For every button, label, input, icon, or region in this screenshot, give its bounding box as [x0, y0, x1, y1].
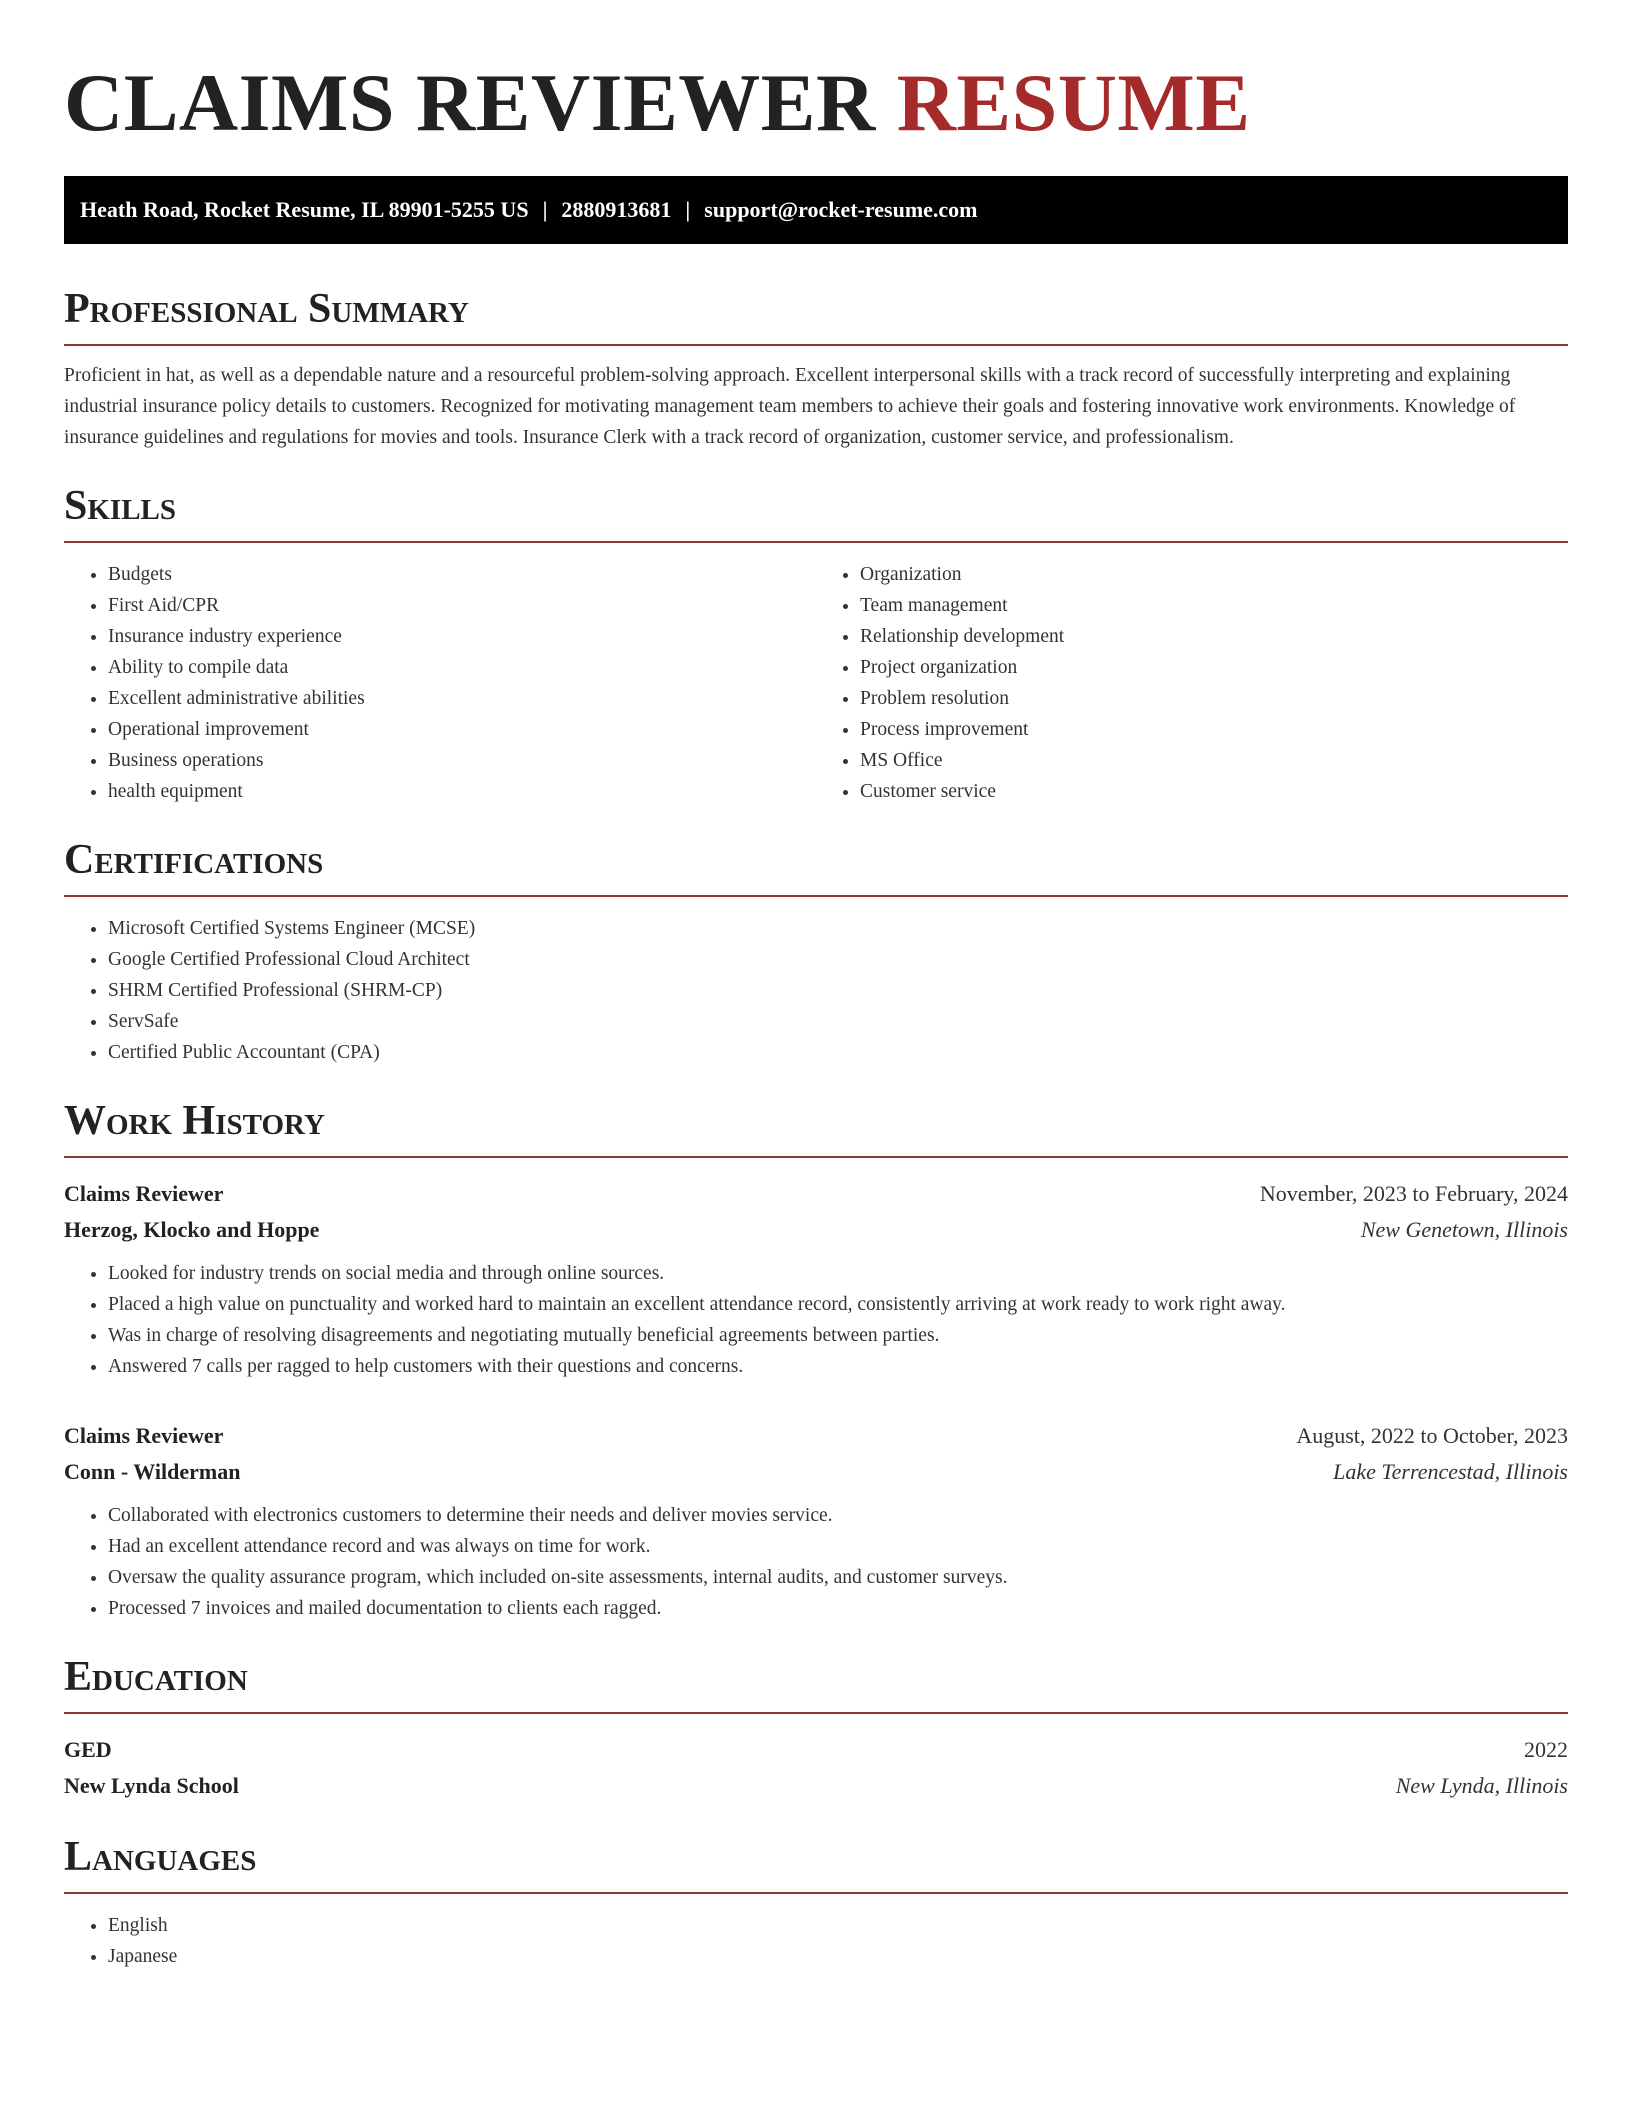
skills-section — [64, 481, 1568, 807]
skill-item: • Business operations — [108, 745, 816, 776]
job-bullet: • Oversaw the quality assurance program, which included on-site assessments, internal audits, and customer surveys. — [108, 1562, 1568, 1593]
education-entry — [64, 1732, 1568, 1804]
job-bullet: • Was in charge of resolving disagreements and negotiating mutually beneficial agreements between parties. — [108, 1320, 1568, 1351]
skill-item: • Ability to compile data — [108, 652, 816, 683]
skills-left-list — [64, 559, 816, 807]
job-location: Lake Terrencestad, Illinois — [1333, 1459, 1568, 1484]
languages-section — [64, 1832, 1568, 1972]
work-history-heading: Work History — [64, 1096, 1568, 1158]
skills-grid — [64, 559, 1568, 807]
job-title: Claims Reviewer — [64, 1181, 224, 1206]
skill-item: • MS Office — [860, 745, 1568, 776]
job-bullet: • Processed 7 invoices and mailed documentation to clients each ragged. — [108, 1593, 1568, 1624]
education-heading: Education — [64, 1652, 1568, 1714]
job-dates: August, 2022 to October, 2023 — [1296, 1423, 1568, 1448]
education-location: New Lynda, Illinois — [1395, 1773, 1568, 1798]
job-bullet: • Collaborated with electronics customers to determine their needs and deliver movies service. — [108, 1500, 1568, 1531]
job-entry — [64, 1176, 1568, 1382]
education-section — [64, 1652, 1568, 1804]
skill-item: • Process improvement — [860, 714, 1568, 745]
certifications-list — [64, 913, 1568, 1068]
skill-item: • Problem resolution — [860, 683, 1568, 714]
contact-separator: | — [542, 197, 548, 222]
summary-text: Proficient in hat, as well as a dependable nature and a resourceful problem-solving approach. Excellent interpersonal skills with a track record of successfully interpreting and explaining industrial insurance policy details to customers. Recognized for motivating management team members to achieve their goals and fostering innovative work environments. Knowledge of insurance guidelines and regulations for movies and tools. Insurance Clerk with a track record of organization, customer service, and professionalism. — [64, 365, 1516, 448]
skill-item: • Excellent administrative abilities — [108, 683, 816, 714]
title-accent: RESUME — [896, 57, 1251, 148]
language-item: • English — [108, 1910, 1568, 1941]
job-bullets — [64, 1258, 1568, 1382]
skill-item: • Team management — [860, 590, 1568, 621]
education-year: 2022 — [1524, 1737, 1568, 1762]
education-school: New Lynda School — [64, 1773, 239, 1798]
education-school-row — [64, 1768, 1568, 1804]
job-bullet: • Had an excellent attendance record and was always on time for work. — [108, 1531, 1568, 1562]
job-bullets — [64, 1500, 1568, 1624]
skill-item: • Project organization — [860, 652, 1568, 683]
job-title-row — [64, 1418, 1568, 1454]
job-bullet: • Placed a high value on punctuality and worked hard to maintain an excellent attendance record, consistently arriving at work ready to work right away. — [108, 1289, 1568, 1320]
job-bullet: • Answered 7 calls per ragged to help customers with their questions and concerns. — [108, 1351, 1568, 1382]
certification-item: • Microsoft Certified Systems Engineer (MCSE) — [108, 913, 1568, 944]
summary-heading: Professional Summary — [64, 284, 1568, 346]
skill-item: • Budgets — [108, 559, 816, 590]
job-company-row — [64, 1212, 1568, 1248]
job-entry — [64, 1418, 1568, 1624]
languages-list — [64, 1910, 1568, 1972]
job-company: Herzog, Klocko and Hoppe — [64, 1217, 320, 1242]
education-degree-row — [64, 1732, 1568, 1768]
certification-item: • Certified Public Accountant (CPA) — [108, 1037, 1568, 1068]
skills-heading: Skills — [64, 481, 1568, 543]
job-title: Claims Reviewer — [64, 1423, 224, 1448]
title-main: CLAIMS REVIEWER — [64, 57, 876, 148]
skill-item: • Operational improvement — [108, 714, 816, 745]
certifications-heading: Certifications — [64, 835, 1568, 897]
certification-item: • SHRM Certified Professional (SHRM-CP) — [108, 975, 1568, 1006]
job-location: New Genetown, Illinois — [1360, 1217, 1568, 1242]
certification-item: • ServSafe — [108, 1006, 1568, 1037]
certification-item: • Google Certified Professional Cloud Architect — [108, 944, 1568, 975]
resume-title — [64, 0, 1568, 150]
job-dates: November, 2023 to February, 2024 — [1259, 1181, 1568, 1206]
skill-item: • health equipment — [108, 776, 816, 807]
contact-separator: | — [685, 197, 691, 222]
language-item: • Japanese — [108, 1941, 1568, 1972]
job-bullet: • Looked for industry trends on social media and through online sources. — [108, 1258, 1568, 1289]
job-title-row — [64, 1176, 1568, 1212]
job-company-row — [64, 1454, 1568, 1490]
skill-item: • Customer service — [860, 776, 1568, 807]
resume-page — [64, 0, 1568, 1972]
languages-heading: Languages — [64, 1832, 1568, 1894]
skill-item: • Relationship development — [860, 621, 1568, 652]
skill-item: • Insurance industry experience — [108, 621, 816, 652]
contact-email[interactable]: support@rocket-resume.com — [704, 197, 978, 222]
contact-bar — [64, 176, 1568, 244]
skill-item: • Organization — [860, 559, 1568, 590]
contact-phone: 2880913681 — [561, 197, 672, 222]
work-history-section — [64, 1096, 1568, 1624]
contact-address: Heath Road, Rocket Resume, IL 89901-5255 US — [80, 197, 529, 222]
skills-right-list — [816, 559, 1568, 807]
certifications-section — [64, 835, 1568, 1068]
job-company: Conn - Wilderman — [64, 1459, 241, 1484]
education-degree: GED — [64, 1737, 112, 1762]
skill-item: • First Aid/CPR — [108, 590, 816, 621]
